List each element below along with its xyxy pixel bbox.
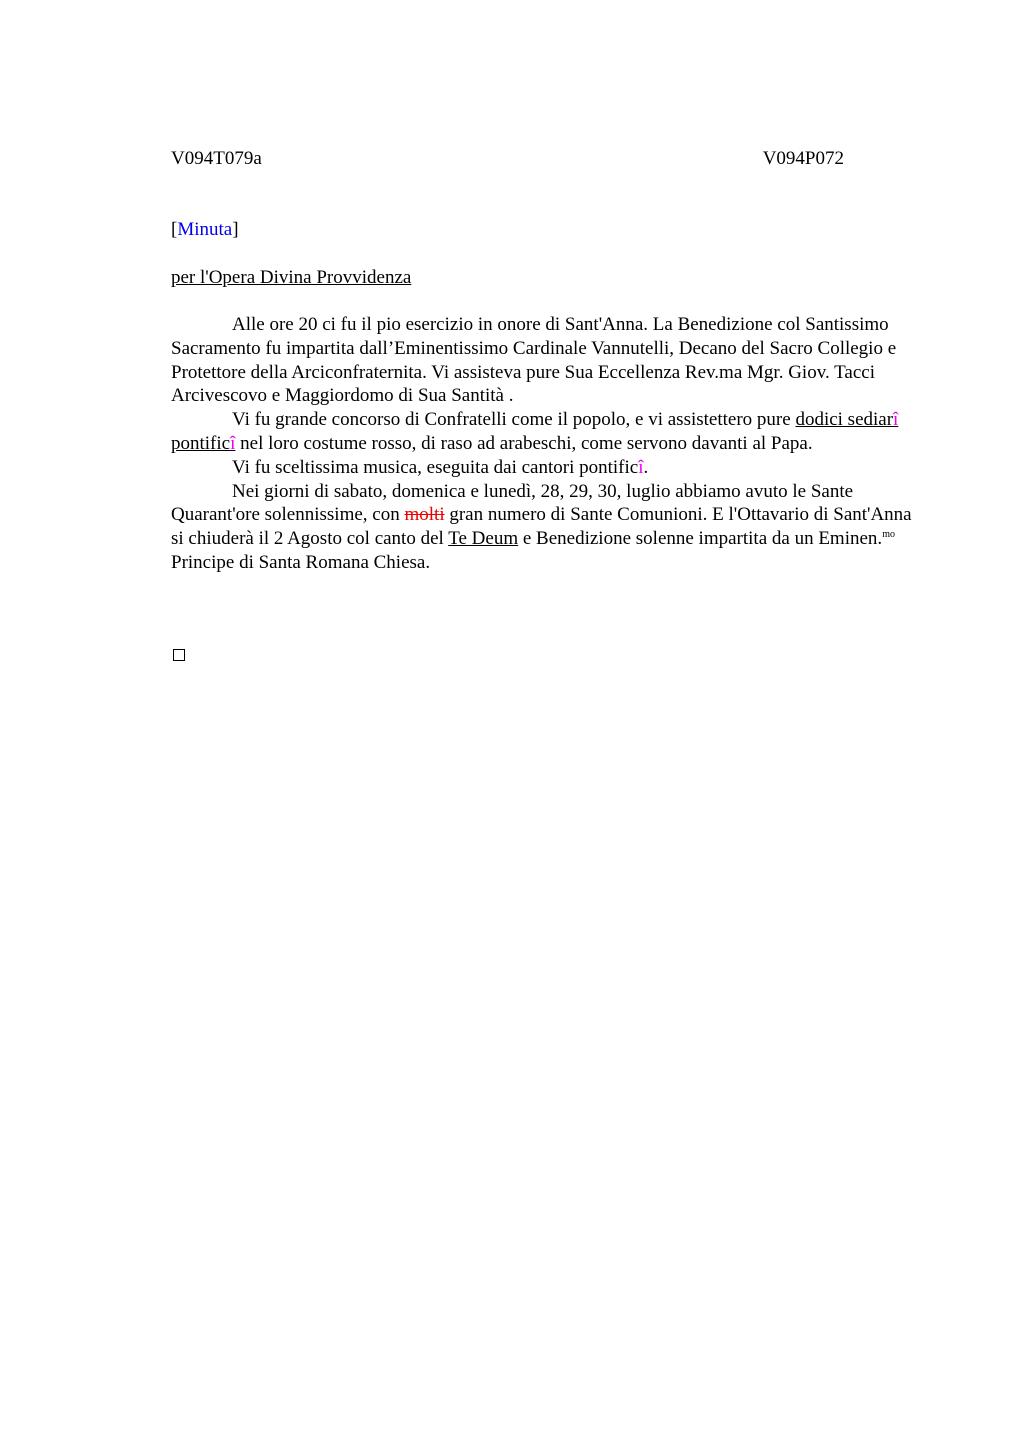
circumflex-mark-3: î xyxy=(638,456,644,478)
paragraph-3-text-b: . xyxy=(643,456,649,478)
paragraph-3-text-a: Vi fu sceltissima musica, eseguita dai cantori pontific xyxy=(232,456,639,478)
minuta-close-bracket: ] xyxy=(232,219,239,240)
underlined-te-deum: Te Deum xyxy=(448,528,519,550)
minuta-label xyxy=(171,218,239,242)
minuta-text: Minuta xyxy=(177,219,233,240)
paragraph-2 xyxy=(171,408,916,456)
paragraph-4-text-d: Principe di Santa Romana Chiesa. xyxy=(171,551,431,573)
underlined-text-2: pontific xyxy=(171,432,231,454)
paragraph-4-text-a: Nei giorni di sabato, domenica e lunedì, 28, 29, 30, luglio abbiamo avuto le Sante Quarant'ore solennissime, con xyxy=(171,480,854,526)
minuta-open-bracket: [ xyxy=(171,219,178,240)
paragraph-3 xyxy=(171,456,916,480)
document-code-right: V094P072 xyxy=(762,148,844,169)
empty-square-icon xyxy=(173,649,185,661)
paragraph-4-text-b: gran numero di Sante Comunioni. E l'Ottavario di Sant'Anna si chiuderà il 2 Agosto col canto del xyxy=(171,504,912,550)
paragraph-4-text-c: e Benedizione solenne impartita da un Eminen. xyxy=(518,528,883,550)
paragraph-2-text-b: nel loro costume rosso, di raso ad arabeschi, come servono davanti al Papa. xyxy=(235,432,813,454)
superscript-mo: mo xyxy=(882,529,895,541)
document-body xyxy=(171,313,916,575)
document-subtitle: per l'Opera Divina Provvidenza xyxy=(171,267,412,288)
document-code-left: V094T079a xyxy=(171,148,262,169)
paragraph-2-text-a: Vi fu grande concorso di Confratelli come il popolo, e vi assistettero pure xyxy=(232,409,796,431)
circumflex-mark-2: î xyxy=(230,432,236,454)
paragraph-1: Alle ore 20 ci fu il pio esercizio in onore di Sant'Anna. La Benedizione col Santissimo Sacramento fu impartita dall’Eminentissimo Cardinale Vannutelli, Decano del Sacro Collegio e Protettore della Arciconfraternita. Vi assisteva pure Sua Eccellenza Rev.ma Mgr. Giov. Tacci Arcivescovo e Maggiordomo di Sua Santità . xyxy=(171,314,897,407)
struck-word: molti xyxy=(404,504,445,526)
paragraph-4 xyxy=(171,480,916,575)
circumflex-mark-1: î xyxy=(893,409,899,431)
underlined-text-1: dodici sediar xyxy=(795,409,894,431)
